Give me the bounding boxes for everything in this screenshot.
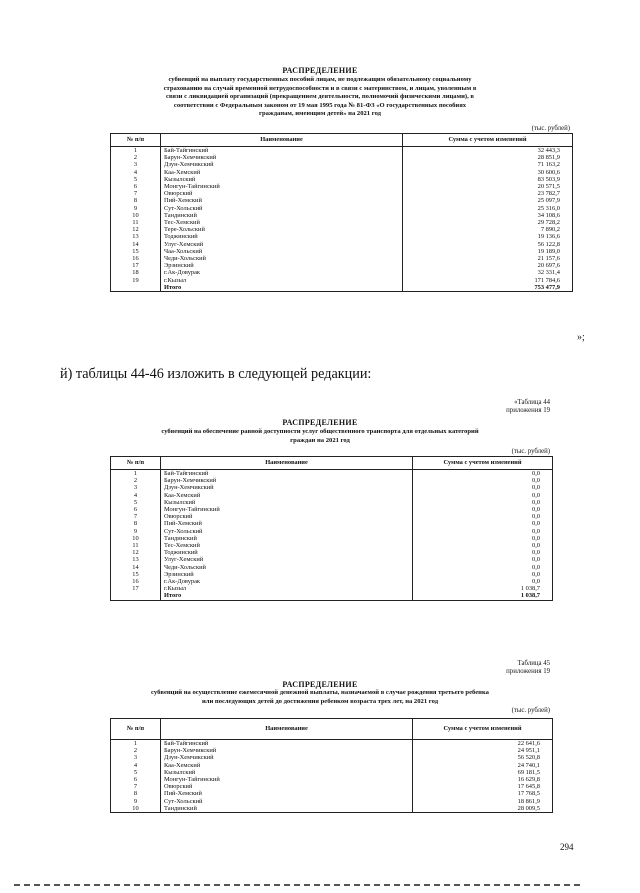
row-amount-cell: 32 331,4 bbox=[403, 269, 573, 276]
table-row bbox=[111, 233, 573, 240]
row-name-cell: Каа-Хемский bbox=[161, 762, 413, 769]
row-amount-cell: 0,0 bbox=[413, 535, 553, 542]
row-number-cell: 2 bbox=[111, 477, 161, 484]
table-row bbox=[111, 528, 553, 535]
row-amount-cell: 29 728,2 bbox=[403, 219, 573, 226]
row-name-cell: Каа-Хемский bbox=[161, 492, 413, 499]
table-row bbox=[111, 754, 553, 761]
row-name-cell: Эрзинский bbox=[161, 262, 403, 269]
row-name-cell: г.Ак-Довурак bbox=[161, 269, 403, 276]
table2-reference bbox=[400, 399, 550, 416]
page-number: 294 bbox=[560, 842, 574, 852]
table-row bbox=[111, 154, 573, 161]
row-number-cell: 16 bbox=[111, 255, 161, 262]
row-amount-cell: 171 784,6 bbox=[403, 277, 573, 284]
table-row bbox=[111, 248, 573, 255]
row-name-cell: Тере-Хольский bbox=[161, 226, 403, 233]
row-amount-cell: 16 629,8 bbox=[413, 776, 553, 783]
row-amount-cell: 83 503,9 bbox=[403, 176, 573, 183]
col-header-amount: Сумма с учетом изменений bbox=[403, 134, 573, 147]
table-row bbox=[111, 740, 553, 748]
table-row bbox=[111, 147, 573, 155]
row-name-cell: Дзун-Хемчикский bbox=[161, 484, 413, 491]
row-name-cell: Чеди-Хольский bbox=[161, 255, 403, 262]
total-row bbox=[111, 592, 553, 600]
row-name-cell: Барун-Хемчикский bbox=[161, 477, 413, 484]
table-row bbox=[111, 212, 573, 219]
row-name-cell: Тоджинский bbox=[161, 233, 403, 240]
table-row bbox=[111, 169, 573, 176]
row-number-cell: 5 bbox=[111, 176, 161, 183]
row-name-cell: Тоджинский bbox=[161, 549, 413, 556]
row-amount-cell: 19 189,0 bbox=[403, 248, 573, 255]
table3-header-row bbox=[111, 719, 553, 740]
row-amount-cell: 0,0 bbox=[413, 470, 553, 478]
table2-title: РАСПРЕДЕЛЕНИЕ bbox=[282, 418, 358, 427]
row-number-cell: 2 bbox=[111, 747, 161, 754]
table3-title: РАСПРЕДЕЛЕНИЕ bbox=[282, 680, 358, 689]
table-row bbox=[111, 578, 553, 585]
table-row bbox=[111, 492, 553, 499]
row-number-cell: 4 bbox=[111, 169, 161, 176]
row-amount-cell: 30 600,6 bbox=[403, 169, 573, 176]
row-number-cell: 1 bbox=[111, 147, 161, 155]
row-amount-cell: 0,0 bbox=[413, 578, 553, 585]
row-number-cell: 4 bbox=[111, 762, 161, 769]
row-name-cell: Пий-Хемский bbox=[161, 790, 413, 797]
table2 bbox=[110, 456, 553, 601]
row-amount-cell: 25 097,9 bbox=[403, 197, 573, 204]
table-row bbox=[111, 520, 553, 527]
row-number-cell: 1 bbox=[111, 740, 161, 748]
row-number-cell: 2 bbox=[111, 154, 161, 161]
row-name-cell: Чаа-Хольский bbox=[161, 248, 403, 255]
table2-header-row bbox=[111, 457, 553, 470]
row-name-cell: г.Ак-Довурак bbox=[161, 578, 413, 585]
row-amount-cell: 0,0 bbox=[413, 556, 553, 563]
row-amount-cell: 0,0 bbox=[413, 542, 553, 549]
row-number-cell: 17 bbox=[111, 585, 161, 592]
table-row bbox=[111, 269, 573, 276]
row-number-cell: 11 bbox=[111, 542, 161, 549]
table-row bbox=[111, 535, 553, 542]
row-name-cell: Тес-Хемский bbox=[161, 219, 403, 226]
row-number-cell: 14 bbox=[111, 241, 161, 248]
table3-subtitle-line: или последующих детей до достижения ребенком возраста трех лет, на 2021 год bbox=[201, 697, 439, 705]
table1-unit-label: (тыс. рублей) bbox=[531, 125, 570, 132]
table-row bbox=[111, 747, 553, 754]
row-number-cell: 11 bbox=[111, 219, 161, 226]
amendment-text: й) таблицы 44-46 изложить в следующей редакции: bbox=[60, 366, 372, 382]
row-amount-cell: 25 316,0 bbox=[403, 205, 573, 212]
row-number-cell: 12 bbox=[111, 549, 161, 556]
table-row bbox=[111, 277, 573, 284]
row-amount-cell: 0,0 bbox=[413, 564, 553, 571]
table-row bbox=[111, 556, 553, 563]
table-row bbox=[111, 776, 553, 783]
table1-subtitle-line: связи с ликвидацией организаций (прекращением деятельности, полномочий физическими лицами), в bbox=[166, 93, 474, 101]
row-number-cell: 15 bbox=[111, 571, 161, 578]
table3-subtitle bbox=[60, 689, 580, 706]
row-number-cell: 15 bbox=[111, 248, 161, 255]
row-amount-cell: 1 038,7 bbox=[413, 585, 553, 592]
row-amount-cell: 7 890,2 bbox=[403, 226, 573, 233]
row-number-cell: 3 bbox=[111, 754, 161, 761]
row-amount-cell: 24 740,1 bbox=[413, 762, 553, 769]
table-row bbox=[111, 255, 573, 262]
row-name-cell: Дзун-Хемчикский bbox=[161, 754, 413, 761]
table-row bbox=[111, 176, 573, 183]
row-name-cell: Тандинский bbox=[161, 535, 413, 542]
row-number-cell: 1 bbox=[111, 470, 161, 478]
row-number-cell: 8 bbox=[111, 520, 161, 527]
table-row bbox=[111, 499, 553, 506]
row-number-cell: 6 bbox=[111, 506, 161, 513]
table-row bbox=[111, 197, 573, 204]
row-amount-cell: 28 009,5 bbox=[413, 805, 553, 813]
row-amount-cell: 32 443,3 bbox=[403, 147, 573, 155]
row-amount-cell: 18 861,9 bbox=[413, 798, 553, 805]
row-amount-cell: 34 108,6 bbox=[403, 212, 573, 219]
row-amount-cell: 71 163,2 bbox=[403, 161, 573, 168]
table-row bbox=[111, 190, 573, 197]
row-number-cell: 8 bbox=[111, 197, 161, 204]
row-amount-cell: 0,0 bbox=[413, 499, 553, 506]
row-number-cell bbox=[111, 284, 161, 292]
row-name-cell: Улуг-Хемский bbox=[161, 556, 413, 563]
row-name-cell: Кызылский bbox=[161, 499, 413, 506]
row-number-cell: 10 bbox=[111, 535, 161, 542]
row-amount-cell: 56 122,8 bbox=[403, 241, 573, 248]
row-amount-cell: 17 768,5 bbox=[413, 790, 553, 797]
row-amount-cell: 0,0 bbox=[413, 513, 553, 520]
table3-unit-label: (тыс. рублей) bbox=[511, 707, 550, 714]
row-number-cell: 9 bbox=[111, 205, 161, 212]
col-header-name: Наименование bbox=[161, 457, 413, 470]
row-number-cell: 12 bbox=[111, 226, 161, 233]
col-header-number: № п/п bbox=[111, 719, 161, 740]
table-row bbox=[111, 183, 573, 190]
row-name-cell: Тандинский bbox=[161, 805, 413, 813]
table2-subtitle-line: субвенций на обеспечение равной доступности услуг общественного транспорта для отдельных категорий bbox=[161, 428, 479, 435]
table-row bbox=[111, 549, 553, 556]
row-name-cell: Овюрский bbox=[161, 513, 413, 520]
row-number-cell: 3 bbox=[111, 161, 161, 168]
table3-reference-line: Таблица 45 bbox=[517, 660, 550, 667]
table1-subtitle-line: гражданам, имеющим детей» на 2021 год bbox=[258, 110, 382, 118]
table-row bbox=[111, 769, 553, 776]
row-name-cell: Тес-Хемский bbox=[161, 542, 413, 549]
table-row bbox=[111, 542, 553, 549]
table1-closing-quote: »; bbox=[577, 332, 585, 343]
row-amount-cell: 0,0 bbox=[413, 528, 553, 535]
table-row bbox=[111, 506, 553, 513]
row-number-cell: 17 bbox=[111, 262, 161, 269]
table1-header-row bbox=[111, 134, 573, 147]
table3 bbox=[110, 718, 553, 813]
table-row bbox=[111, 790, 553, 797]
row-name-cell: Эрзинский bbox=[161, 571, 413, 578]
row-name-cell: Улуг-Хемский bbox=[161, 241, 403, 248]
table-row bbox=[111, 226, 573, 233]
row-name-cell: Бай-Тайгинский bbox=[161, 740, 413, 748]
row-amount-cell: 0,0 bbox=[413, 520, 553, 527]
row-number-cell: 5 bbox=[111, 499, 161, 506]
row-name-cell: г.Кызыл bbox=[161, 277, 403, 284]
row-amount-cell: 22 641,6 bbox=[413, 740, 553, 748]
row-number-cell: 6 bbox=[111, 776, 161, 783]
table-row bbox=[111, 205, 573, 212]
row-name-cell: Чеди-Хольский bbox=[161, 564, 413, 571]
table2-reference-line: «Таблица 44 bbox=[514, 399, 550, 406]
row-number-cell: 9 bbox=[111, 528, 161, 535]
row-name-cell: Сут-Хольский bbox=[161, 528, 413, 535]
row-number-cell: 5 bbox=[111, 769, 161, 776]
row-name-cell: Итого bbox=[161, 284, 403, 292]
col-header-amount: Сумма с учетом изменений bbox=[413, 457, 553, 470]
row-name-cell: Бай-Тайгинский bbox=[161, 470, 413, 478]
row-name-cell: Кызылский bbox=[161, 769, 413, 776]
row-amount-cell: 20 571,5 bbox=[403, 183, 573, 190]
row-amount-cell: 19 136,6 bbox=[403, 233, 573, 240]
row-name-cell: Барун-Хемчикский bbox=[161, 747, 413, 754]
col-header-amount: Сумма с учетом изменений bbox=[413, 719, 553, 740]
row-name-cell: Овюрский bbox=[161, 783, 413, 790]
row-name-cell: Барун-Хемчикский bbox=[161, 154, 403, 161]
row-name-cell: Монгун-Тайгинский bbox=[161, 506, 413, 513]
bottom-divider bbox=[14, 884, 580, 886]
row-name-cell: Овюрский bbox=[161, 190, 403, 197]
row-amount-cell: 56 520,8 bbox=[413, 754, 553, 761]
row-amount-cell: 0,0 bbox=[413, 477, 553, 484]
table1-subtitle-line: субвенций на выплату государственных пособий лицам, не подлежащим обязательному социальному bbox=[168, 76, 472, 83]
row-number-cell: 16 bbox=[111, 578, 161, 585]
row-number-cell: 10 bbox=[111, 805, 161, 813]
col-header-number: № п/п bbox=[111, 134, 161, 147]
table-row bbox=[111, 585, 553, 592]
row-name-cell: г.Кызыл bbox=[161, 585, 413, 592]
row-name-cell: Дзун-Хемчикский bbox=[161, 161, 403, 168]
row-number-cell: 14 bbox=[111, 564, 161, 571]
row-number-cell: 8 bbox=[111, 790, 161, 797]
row-number-cell: 7 bbox=[111, 783, 161, 790]
total-row bbox=[111, 284, 573, 292]
row-name-cell: Итого bbox=[161, 592, 413, 600]
table2-subtitle bbox=[60, 428, 580, 445]
row-number-cell: 13 bbox=[111, 233, 161, 240]
table-row bbox=[111, 513, 553, 520]
table-row bbox=[111, 484, 553, 491]
row-amount-cell: 0,0 bbox=[413, 571, 553, 578]
row-number-cell: 9 bbox=[111, 798, 161, 805]
row-number-cell: 6 bbox=[111, 183, 161, 190]
table-row bbox=[111, 762, 553, 769]
row-number-cell: 10 bbox=[111, 212, 161, 219]
table-row bbox=[111, 571, 553, 578]
row-number-cell: 3 bbox=[111, 484, 161, 491]
table-row bbox=[111, 262, 573, 269]
table1-subtitle-line: страхованию на случай временной нетрудоспособности и в связи с материнством, и лицам, уволенным в bbox=[163, 84, 477, 92]
col-header-name: Наименование bbox=[161, 134, 403, 147]
row-amount-cell: 1 038,7 bbox=[413, 592, 553, 600]
row-amount-cell: 69 181,5 bbox=[413, 769, 553, 776]
table-row bbox=[111, 798, 553, 805]
table1-title: РАСПРЕДЕЛЕНИЕ bbox=[282, 66, 358, 75]
row-number-cell bbox=[111, 592, 161, 600]
row-name-cell: Сут-Хольский bbox=[161, 798, 413, 805]
table-row bbox=[111, 219, 573, 226]
col-header-name: Наименование bbox=[161, 719, 413, 740]
table2-subtitle-line: граждан на 2021 год bbox=[290, 436, 350, 444]
row-amount-cell: 28 851,9 bbox=[403, 154, 573, 161]
row-name-cell: Пий-Хемский bbox=[161, 520, 413, 527]
row-name-cell: Монгун-Тайгинский bbox=[161, 776, 413, 783]
row-name-cell: Каа-Хемский bbox=[161, 169, 403, 176]
table-row bbox=[111, 477, 553, 484]
table-row bbox=[111, 161, 573, 168]
table3-reference-line: приложения 19 bbox=[506, 668, 550, 676]
row-amount-cell: 753 477,9 bbox=[403, 284, 573, 292]
table-row bbox=[111, 470, 553, 478]
row-number-cell: 4 bbox=[111, 492, 161, 499]
row-amount-cell: 24 951,1 bbox=[413, 747, 553, 754]
table-row bbox=[111, 564, 553, 571]
table1-subtitle bbox=[60, 76, 580, 119]
row-number-cell: 13 bbox=[111, 556, 161, 563]
table1-subtitle-line: соответствии с Федеральным законом от 19 мая 1995 года № 81-ФЗ «О государственных пособиях bbox=[173, 101, 467, 109]
table-row bbox=[111, 241, 573, 248]
row-name-cell: Бай-Тайгинский bbox=[161, 147, 403, 155]
row-amount-cell: 21 157,6 bbox=[403, 255, 573, 262]
table3-subtitle-line: субвенций на осуществление ежемесячной денежной выплаты, назначаемой в случае рождения третьего ребенка bbox=[151, 689, 489, 696]
table1 bbox=[110, 133, 573, 292]
row-number-cell: 19 bbox=[111, 277, 161, 284]
table-row bbox=[111, 805, 553, 813]
row-amount-cell: 17 645,8 bbox=[413, 783, 553, 790]
row-amount-cell: 0,0 bbox=[413, 549, 553, 556]
row-amount-cell: 0,0 bbox=[413, 484, 553, 491]
row-amount-cell: 0,0 bbox=[413, 506, 553, 513]
row-name-cell: Кызылский bbox=[161, 176, 403, 183]
row-amount-cell: 20 697,6 bbox=[403, 262, 573, 269]
table-row bbox=[111, 783, 553, 790]
row-number-cell: 7 bbox=[111, 513, 161, 520]
table3-reference bbox=[400, 660, 550, 677]
row-number-cell: 18 bbox=[111, 269, 161, 276]
row-name-cell: Монгун-Тайгинский bbox=[161, 183, 403, 190]
row-name-cell: Тандинский bbox=[161, 212, 403, 219]
table2-unit-label: (тыс. рублей) bbox=[511, 448, 550, 455]
row-name-cell: Сут-Хольский bbox=[161, 205, 403, 212]
row-amount-cell: 0,0 bbox=[413, 492, 553, 499]
col-header-number: № п/п bbox=[111, 457, 161, 470]
row-name-cell: Пий-Хемский bbox=[161, 197, 403, 204]
row-number-cell: 7 bbox=[111, 190, 161, 197]
table2-reference-line: приложения 19 bbox=[506, 407, 550, 415]
row-amount-cell: 23 782,7 bbox=[403, 190, 573, 197]
